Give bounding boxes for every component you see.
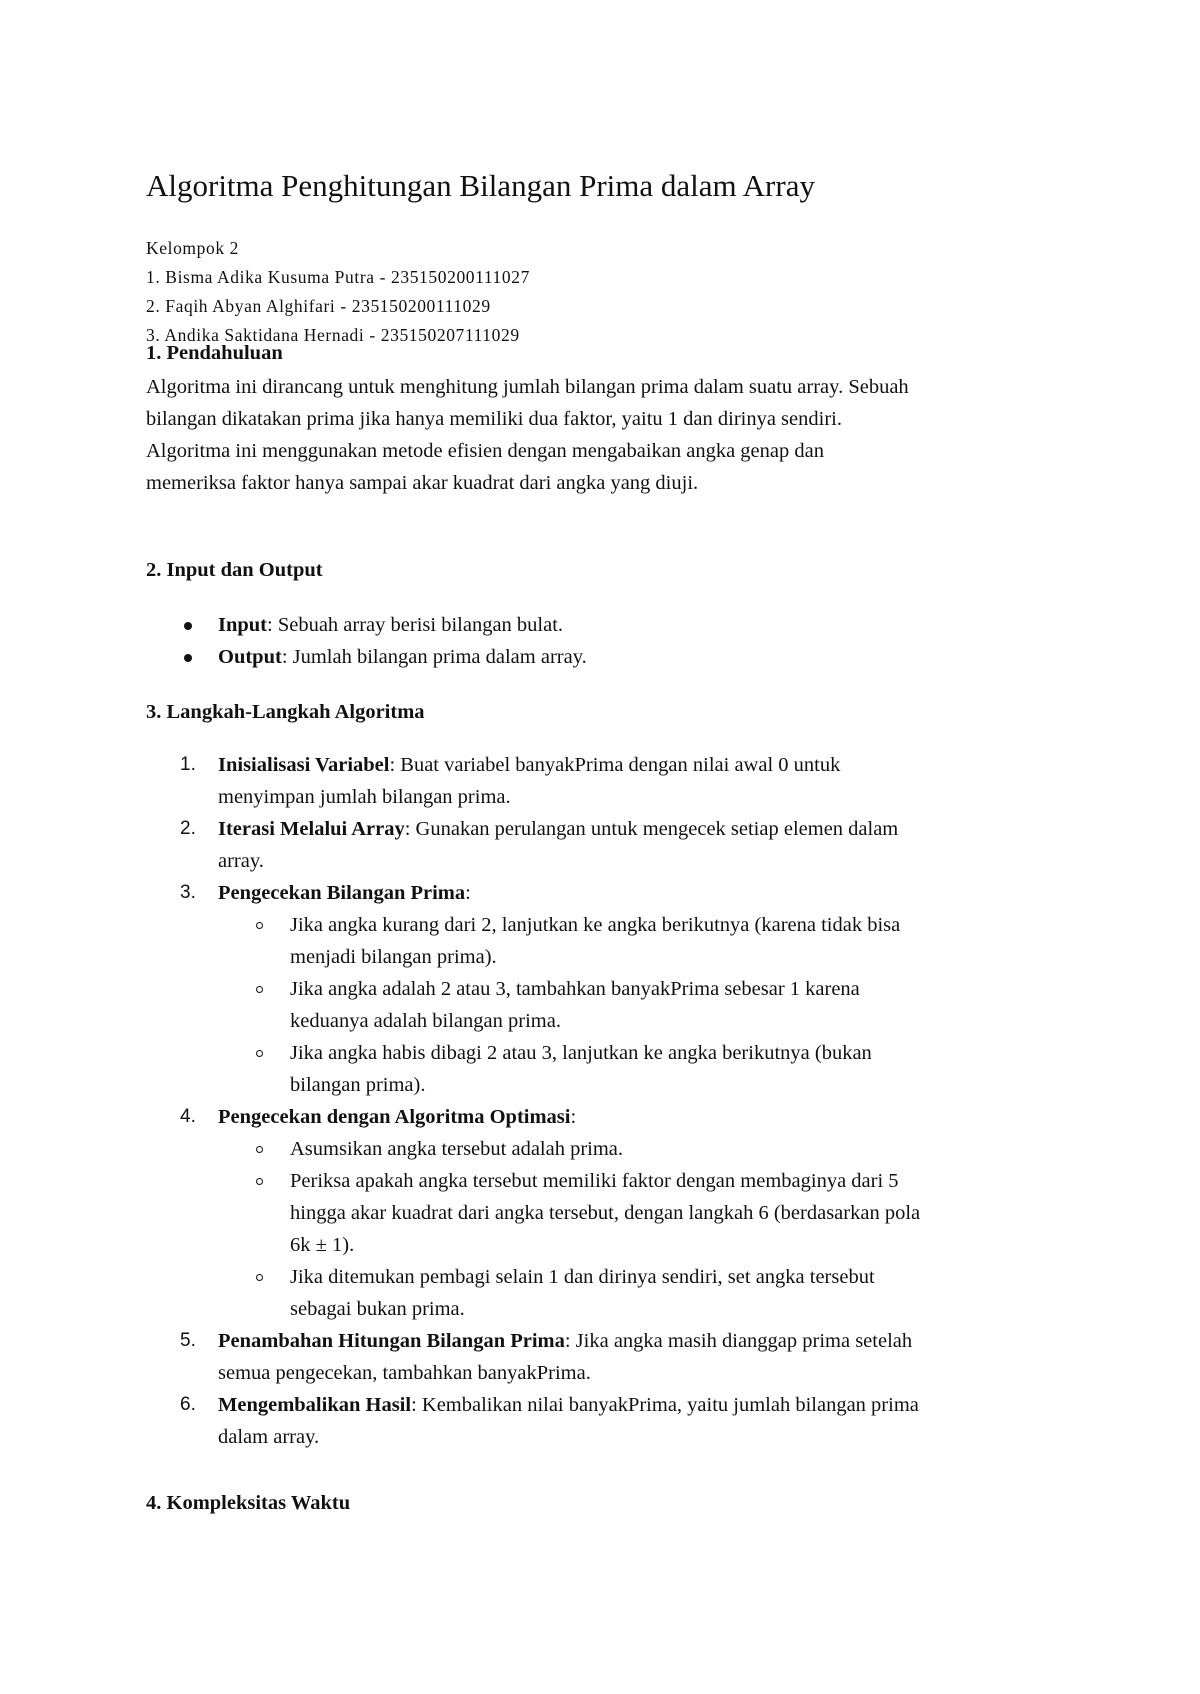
steps-list bbox=[146, 749, 1066, 1453]
step-label: Iterasi Melalui Array bbox=[218, 818, 405, 840]
bullet-icon bbox=[184, 622, 192, 630]
step-text: : bbox=[465, 882, 471, 904]
sub-item-line: hingga akar kuadrat dari angka tersebut, dengan langkah 6 (berdasarkan pola bbox=[290, 1202, 921, 1224]
circle-bullet-icon bbox=[256, 1274, 263, 1281]
step-label: Mengembalikan Hasil bbox=[218, 1394, 412, 1416]
item-label: Output bbox=[218, 646, 282, 668]
paragraph-line: Algoritma ini menggunakan metode efisien dengan mengabaikan angka genap dan bbox=[146, 440, 824, 462]
step-label: Pengecekan dengan Algoritma Optimasi bbox=[218, 1106, 571, 1128]
sub-item bbox=[146, 973, 1066, 1037]
step-item bbox=[146, 877, 1066, 1101]
list-item bbox=[146, 609, 587, 641]
sub-item-line: keduanya adalah bilangan prima. bbox=[290, 1010, 561, 1032]
paragraph-line: bilangan dikatakan prima jika hanya memiliki dua faktor, yaitu 1 dan dirinya sendiri. bbox=[146, 408, 842, 430]
step-number: 4. bbox=[180, 1106, 196, 1127]
step-text: : Gunakan perulangan untuk mengecek setiap elemen dalam bbox=[404, 818, 899, 840]
sub-item bbox=[146, 1037, 1066, 1101]
group-info bbox=[146, 234, 530, 350]
step-text-continuation: array. bbox=[218, 850, 264, 872]
group-member: 2. Faqih Abyan Alghifari - 235150200111029 bbox=[146, 296, 491, 316]
step-number: 5. bbox=[180, 1330, 196, 1351]
step-text: : bbox=[570, 1106, 577, 1128]
item-text: : Jumlah bilangan prima dalam array. bbox=[281, 646, 587, 668]
group-member: 3. Andika Saktidana Hernadi - 235150207111029 bbox=[146, 325, 520, 345]
sub-item-line: Jika angka kurang dari 2, lanjutkan ke angka berikutnya (karena tidak bisa bbox=[290, 914, 901, 936]
section-heading-steps: 3. Langkah-Langkah Algoritma bbox=[146, 701, 425, 723]
io-list bbox=[146, 609, 587, 673]
group-label: Kelompok 2 bbox=[146, 238, 240, 258]
sub-item bbox=[146, 909, 1066, 973]
sub-item-line: menjadi bilangan prima). bbox=[290, 946, 497, 968]
step-item bbox=[146, 1325, 1066, 1389]
section-heading-io: 2. Input dan Output bbox=[146, 559, 323, 581]
step-label: Inisialisasi Variabel bbox=[218, 754, 390, 776]
circle-bullet-icon bbox=[256, 1050, 263, 1057]
sub-item-line: Jika ditemukan pembagi selain 1 dan dirinya sendiri, set angka tersebut bbox=[290, 1266, 875, 1288]
bullet-icon bbox=[184, 654, 192, 662]
group-member: 1. Bisma Adika Kusuma Putra - 235150200111027 bbox=[146, 267, 530, 287]
sub-item-line: bilangan prima). bbox=[290, 1074, 426, 1096]
circle-bullet-icon bbox=[256, 1178, 263, 1185]
circle-bullet-icon bbox=[256, 922, 263, 929]
circle-bullet-icon bbox=[256, 1146, 263, 1153]
sub-item-line: sebagai bukan prima. bbox=[290, 1298, 465, 1320]
step-label: Pengecekan Bilangan Prima bbox=[218, 882, 466, 904]
document-title: Algoritma Penghitungan Bilangan Prima dalam Array bbox=[146, 168, 815, 203]
sub-item-line: Jika angka adalah 2 atau 3, tambahkan banyakPrima sebesar 1 karena bbox=[290, 978, 860, 1000]
item-text: : Sebuah array berisi bilangan bulat. bbox=[267, 614, 564, 636]
step-number: 3. bbox=[180, 882, 196, 903]
sub-item-line: Jika angka habis dibagi 2 atau 3, lanjutkan ke angka berikutnya (bukan bbox=[290, 1042, 872, 1064]
sub-item bbox=[146, 1165, 1066, 1261]
sub-item bbox=[146, 1133, 1066, 1165]
intro-paragraph bbox=[146, 371, 1066, 499]
step-text: : Jika angka masih dianggap prima setelah bbox=[564, 1330, 913, 1352]
step-text-continuation: menyimpan jumlah bilangan prima. bbox=[218, 786, 511, 808]
step-item bbox=[146, 749, 1066, 813]
step-text: : Buat variabel banyakPrima dengan nilai awal 0 untuk bbox=[389, 754, 841, 776]
step-text-continuation: dalam array. bbox=[218, 1426, 320, 1448]
paragraph-line: Algoritma ini dirancang untuk menghitung jumlah bilangan prima dalam suatu array. Sebuah bbox=[146, 376, 909, 398]
section-heading-intro: 1. Pendahuluan bbox=[146, 342, 283, 364]
step-label: Penambahan Hitungan Bilangan Prima bbox=[218, 1330, 565, 1352]
sub-item-line: Asumsikan angka tersebut adalah prima. bbox=[290, 1138, 624, 1160]
step-text-continuation: semua pengecekan, tambahkan banyakPrima. bbox=[218, 1362, 591, 1384]
item-label: Input bbox=[218, 614, 268, 636]
step-item bbox=[146, 1101, 1066, 1325]
step-item bbox=[146, 1389, 1066, 1453]
list-item bbox=[146, 641, 587, 673]
sub-item bbox=[146, 1261, 1066, 1325]
step-number: 1. bbox=[180, 754, 196, 775]
paragraph-line: memeriksa faktor hanya sampai akar kuadrat dari angka yang diuji. bbox=[146, 472, 699, 494]
sub-item-line: Periksa apakah angka tersebut memiliki faktor dengan membaginya dari 5 bbox=[290, 1170, 899, 1192]
step-number: 6. bbox=[180, 1394, 196, 1415]
section-heading-complexity: 4. Kompleksitas Waktu bbox=[146, 1492, 351, 1514]
sub-item-line: 6k ± 1). bbox=[290, 1234, 355, 1256]
step-number: 2. bbox=[180, 818, 196, 839]
circle-bullet-icon bbox=[256, 986, 263, 993]
step-text: : Kembalikan nilai banyakPrima, yaitu jumlah bilangan prima bbox=[411, 1394, 919, 1416]
step-item bbox=[146, 813, 1066, 877]
